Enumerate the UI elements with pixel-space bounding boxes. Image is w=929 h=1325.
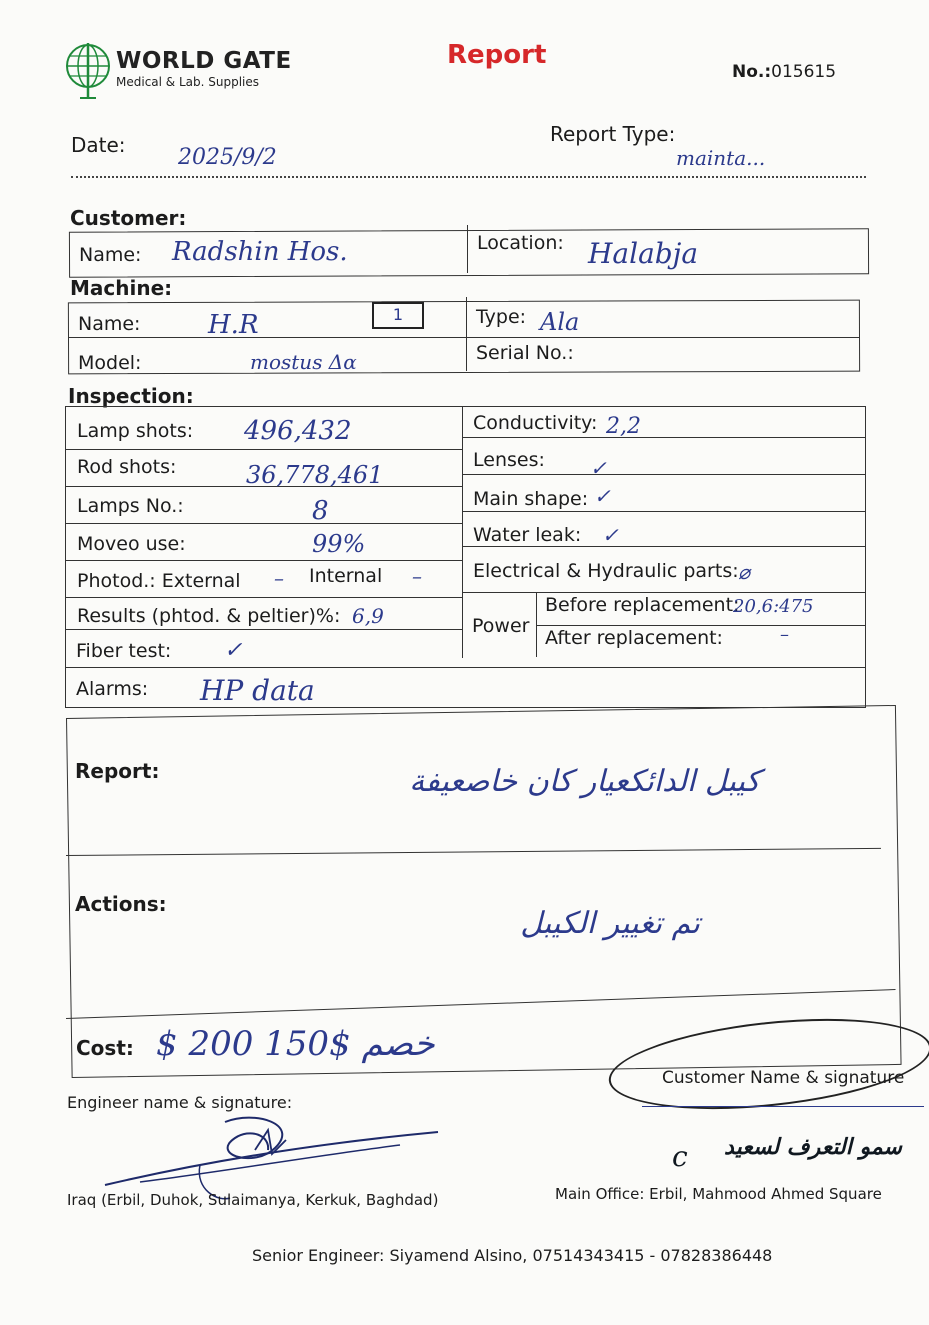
alarms-value: HP data	[200, 674, 315, 707]
row-line	[536, 625, 866, 626]
row-line	[65, 667, 866, 668]
actions-label: Actions:	[75, 892, 167, 916]
row-line	[462, 546, 866, 547]
brand-name: WORLD GATE	[116, 48, 292, 74]
company-logo	[64, 38, 114, 100]
report-label: Report:	[75, 759, 160, 783]
machine-heading: Machine:	[70, 276, 173, 300]
rod-shots-value: 36,778,461	[246, 461, 384, 489]
report-value: كيبل الدائكعيار كان خاصعيفة	[409, 764, 760, 799]
lamp-shots-value: 496,432	[244, 416, 352, 446]
before-replacement-label: Before replacement:	[545, 594, 740, 616]
electrical-label: Electrical & Hydraulic parts:	[473, 560, 739, 582]
water-leak-label: Water leak:	[473, 524, 582, 546]
customer-stamp-c: c	[672, 1140, 688, 1173]
machine-model-label: Model:	[78, 352, 142, 374]
date-dotted-line	[71, 176, 866, 178]
lamp-shots-label: Lamp shots:	[77, 420, 194, 442]
customer-stamp: سمو التعرف لسعيد	[724, 1134, 902, 1160]
rod-shots-label: Rod shots:	[77, 456, 177, 478]
globe-icon	[64, 38, 114, 100]
inspection-col-divider	[462, 406, 463, 658]
inspection-table	[65, 406, 866, 708]
electrical-value: ⌀	[738, 560, 751, 584]
conductivity-value: 2,2	[606, 414, 641, 439]
location-label: Location:	[477, 232, 564, 254]
after-replacement-value: –	[780, 624, 789, 645]
serial-label: Serial No.:	[476, 342, 574, 364]
report-title: Report	[447, 40, 547, 70]
row-line	[462, 474, 866, 475]
row-line	[462, 592, 866, 593]
cost-value: $ 200 خصم $150	[156, 1024, 435, 1064]
actions-value: تم تغيير الكيبل	[520, 906, 700, 941]
location-value: Halabja	[588, 237, 699, 270]
engineer-signature-label: Engineer name & signature:	[67, 1093, 293, 1112]
report-type-label: Report Type:	[550, 122, 676, 146]
machine-name-value: H.R	[208, 310, 259, 340]
lamps-no-value: 8	[312, 496, 329, 526]
row-line	[65, 449, 462, 450]
moveo-label: Moveo use:	[77, 533, 186, 555]
water-leak-value: ✓	[602, 523, 619, 547]
before-replacement-value: 20,6:475	[733, 596, 814, 617]
power-label: Power	[472, 615, 530, 637]
number-label: No.:	[732, 62, 772, 82]
after-replacement-label: After replacement:	[545, 627, 723, 649]
photod-external-value: –	[274, 566, 284, 590]
report-number	[732, 62, 836, 82]
customer-signature-line	[642, 1106, 924, 1107]
row-line	[65, 560, 462, 561]
machine-name-label: Name:	[78, 313, 141, 335]
date-value: 2025/9/2	[178, 145, 277, 170]
alarms-label: Alarms:	[76, 678, 149, 700]
lenses-value: ✓	[590, 456, 607, 480]
number-value: 015615	[771, 62, 837, 82]
photod-internal-value: –	[412, 564, 422, 588]
inspection-heading: Inspection:	[68, 384, 194, 408]
footer-main-office: Main Office: Erbil, Mahmood Ahmed Square	[555, 1185, 882, 1203]
results-value: 6,9	[352, 604, 384, 628]
machine-col-divider	[466, 297, 467, 371]
row-line	[65, 629, 462, 630]
machine-row-divider	[68, 337, 860, 338]
results-label: Results (phtod. & peltier)%:	[77, 605, 341, 627]
cost-label: Cost:	[76, 1036, 134, 1060]
footer-offices: Iraq (Erbil, Duhok, Sulaimanya, Kerkuk, Baghdad)	[67, 1191, 439, 1209]
date-label: Date:	[71, 133, 126, 157]
moveo-value: 99%	[312, 530, 366, 558]
brand-tagline: Medical & Lab. Supplies	[116, 75, 260, 89]
fiber-test-value: ✓	[224, 638, 243, 663]
report-type-value: mainta...	[676, 146, 766, 170]
row-line	[65, 597, 462, 598]
lamps-no-label: Lamps No.:	[77, 495, 184, 517]
machine-checkbox-mark: 1	[392, 305, 404, 324]
row-line	[462, 511, 866, 512]
customer-signature-label: Customer Name & signature	[662, 1068, 905, 1088]
customer-divider	[467, 225, 468, 273]
photod-internal-label: Internal	[309, 565, 383, 587]
main-shape-value: ✓	[594, 484, 611, 508]
machine-checkbox	[372, 302, 424, 329]
conductivity-label: Conductivity:	[473, 412, 598, 434]
fiber-test-label: Fiber test:	[76, 640, 172, 662]
row-line	[462, 437, 866, 438]
row-line	[65, 523, 462, 524]
lenses-label: Lenses:	[473, 449, 545, 471]
machine-type-value: Ala	[540, 308, 580, 336]
machine-model-value: mostus Δα	[250, 350, 357, 374]
customer-heading: Customer:	[70, 206, 187, 230]
customer-name-value: Radshin Hos.	[172, 237, 348, 267]
main-shape-label: Main shape:	[473, 488, 589, 510]
footer-senior-engineer: Senior Engineer: Siyamend Alsino, 07514343415 - 07828386448	[252, 1246, 773, 1265]
photod-external-label: Photod.: External	[77, 570, 241, 592]
customer-name-label: Name:	[79, 244, 142, 266]
machine-type-label: Type:	[476, 306, 527, 328]
